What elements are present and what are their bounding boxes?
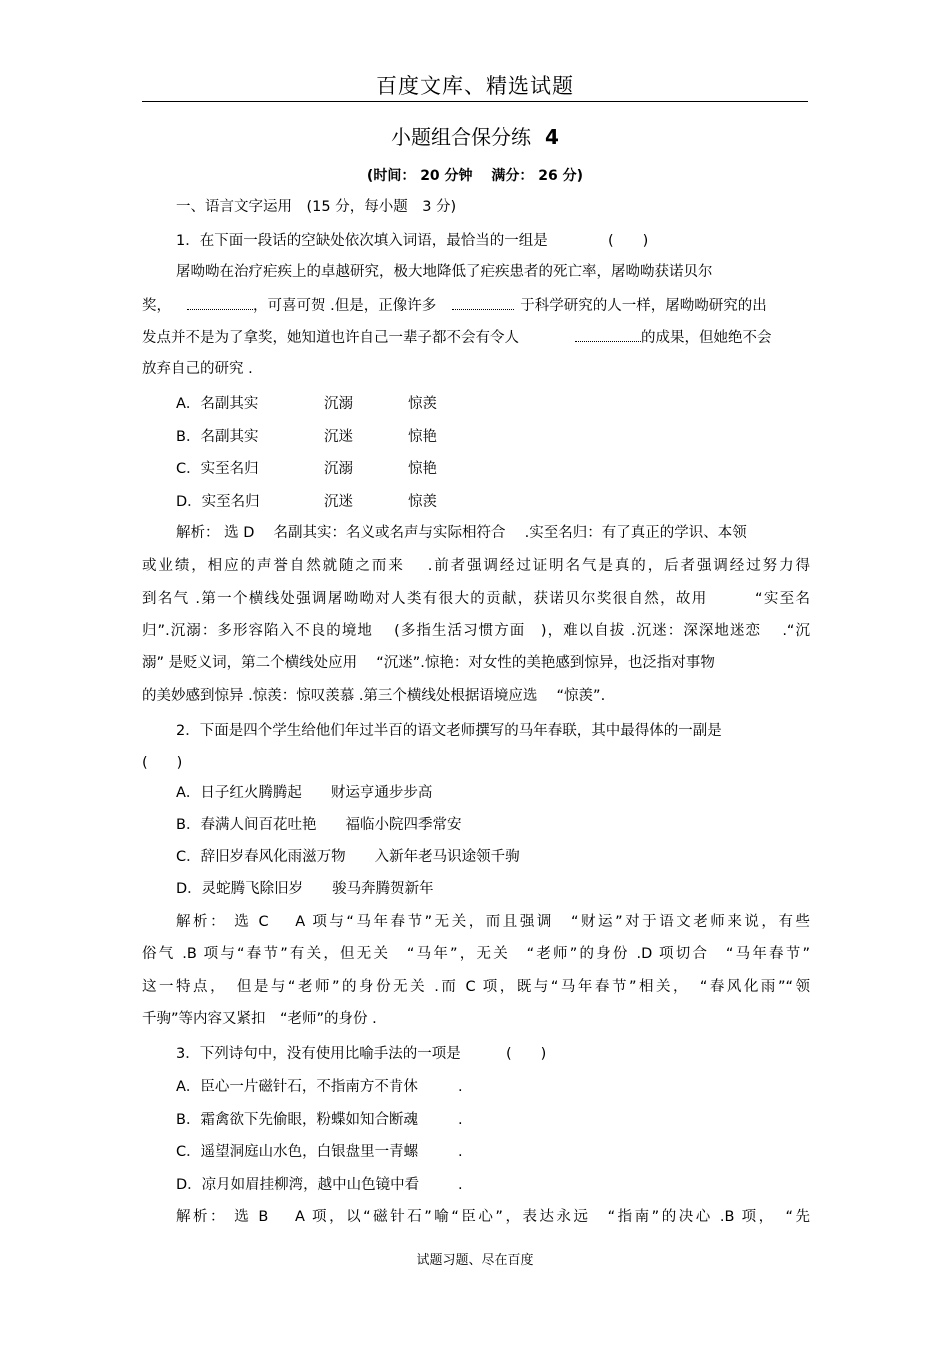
option-label: B．名副其实 bbox=[176, 429, 259, 445]
q3-option-b bbox=[176, 1110, 810, 1130]
doc-title bbox=[0, 121, 950, 150]
q3-stem bbox=[176, 1044, 810, 1064]
option-label: A．名副其实 bbox=[176, 396, 259, 412]
q1-text-segment: 发点并不是为了拿奖，她知道也许自己一辈子都不会有令人 bbox=[142, 330, 519, 346]
q3-option-d bbox=[176, 1175, 810, 1195]
footer-text: 试题习题、尽在百度 bbox=[416, 1253, 534, 1268]
q1-passage-line: 放弃自己的研究 . bbox=[142, 361, 253, 377]
q2-option-d: D．灵蛇腾飞除旧岁 骏马奔腾贺新年 bbox=[176, 881, 434, 897]
option-text: D．凉月如眉挂柳湾，越中山色镜中看 bbox=[176, 1177, 420, 1193]
q1-blank-3 bbox=[575, 327, 641, 342]
option-label: C．实至名归 bbox=[176, 461, 259, 477]
q1-analysis-line: 的美妙感到惊异 .惊羡：惊叹羡慕 .第三个横线处根据语境应选 “惊羡”. bbox=[142, 688, 606, 704]
q1-option-a-word2: 沉溺 bbox=[324, 396, 353, 412]
option-text: B．霜禽欲下先偷眼，粉蝶如知合断魂 bbox=[176, 1112, 418, 1128]
q1-option-a bbox=[176, 394, 258, 414]
q1-text-segment: 奖， bbox=[142, 298, 171, 314]
option-text: C．遥望洞庭山水色，白银盘里一青螺 bbox=[176, 1144, 419, 1160]
header-rule bbox=[142, 101, 808, 102]
q3-analysis-line: 解析： 选 B A 项，以“磁针石”喻“臣心”，表达永远 “指南”的决心 .B 项， “先 bbox=[176, 1209, 810, 1225]
q1-text-segment: ，可喜可贺 .但是，正像许多 bbox=[253, 298, 437, 314]
q2-stem: 2．下面是四个学生给他们年过半百的语文老师撰写的马年春联，其中最得体的一副是 bbox=[176, 723, 722, 739]
q2-option-c: C．辞旧岁春风化雨滋万物 入新年老马识途领千驹 bbox=[176, 849, 520, 865]
doc-meta: (时间： 20 分钟 满分： 26 分) bbox=[366, 168, 584, 184]
option-text: A．臣心一片磁针石，不指南方不肯休 bbox=[176, 1079, 418, 1095]
q1-passage-line: 屠呦呦在治疗疟疾上的卓越研究，极大地降低了疟疾患者的死亡率，屠呦呦获诺贝尔 bbox=[176, 264, 713, 280]
doc-title-number: 4 bbox=[545, 125, 559, 149]
q1-passage-line bbox=[142, 295, 810, 316]
option-label: D．实至名归 bbox=[176, 494, 260, 510]
q1-stem bbox=[176, 231, 810, 251]
header-title: 百度文库、精选试题 bbox=[376, 74, 574, 98]
q1-option-a-word3: 惊羡 bbox=[408, 396, 437, 412]
q1-stem-text: 1．在下面一段话的空缺处依次填入词语，最恰当的一组是 bbox=[176, 233, 548, 249]
q1-option-d-word3: 惊羡 bbox=[408, 494, 437, 510]
q2-option-a: A．日子红火腾腾起 财运亨通步步高 bbox=[176, 785, 433, 801]
q2-analysis-line: 这一特点， 但是与“老师”的身份无关 .而 C 项，既与“马年春节”相关， “春风化雨”“领 bbox=[142, 979, 810, 995]
q1-analysis-line: 解析： 选 D 名副其实：名义或名声与实际相符合 .实至名归：有了真正的学识、本领 bbox=[176, 525, 747, 541]
q1-option-d bbox=[176, 492, 260, 512]
q1-passage-line bbox=[142, 327, 810, 348]
q2-option-b: B．春满人间百花吐艳 福临小院四季常安 bbox=[176, 817, 462, 833]
q2-analysis-line: 千驹”等内容又紧扣 “老师”的身份 . bbox=[142, 1011, 377, 1027]
q2-analysis-line: 俗气 .B 项与“春节”有关，但无关 “马年”，无关 “老师”的身份 .D 项切合 “马年春节” bbox=[142, 946, 810, 962]
q2-analysis-line: 解析： 选 C A 项与“马年春节”无关，而且强调 “财运”对于语文老师来说，有些 bbox=[176, 914, 810, 930]
q1-blank-1 bbox=[187, 295, 253, 310]
option-dot: . bbox=[458, 1112, 463, 1128]
q1-option-b-word2: 沉迷 bbox=[324, 429, 353, 445]
q1-option-c bbox=[176, 459, 259, 479]
q1-option-d-word2: 沉迷 bbox=[324, 494, 353, 510]
q1-analysis-line: 到名气 .第一个横线处强调屠呦呦对人类有很大的贡献，获诺贝尔奖很自然，故用 “实至名 bbox=[142, 591, 810, 607]
q1-option-c-word2: 沉溺 bbox=[324, 461, 353, 477]
q1-option-c-word3: 惊艳 bbox=[408, 461, 437, 477]
section-heading: 一、语言文字运用 (15 分，每小题 3 分) bbox=[176, 199, 457, 215]
q1-option-b bbox=[176, 427, 258, 447]
q3-stem-text: 3．下列诗句中，没有使用比喻手法的一项是 bbox=[176, 1046, 461, 1062]
q3-option-a bbox=[176, 1077, 810, 1097]
q1-blank-2 bbox=[452, 295, 514, 310]
option-dot: . bbox=[458, 1144, 463, 1160]
q1-analysis-line: 归”.沉溺：多形容陷入不良的境地 (多指生活习惯方面 )，难以自拔 .沉迷：深深地迷恋 .“沉 bbox=[142, 623, 810, 639]
q1-analysis-line: 或业绩，相应的声誉自然就随之而来 .前者强调经过证明名气是真的，后者强调经过努力得 bbox=[142, 558, 810, 574]
doc-title-text: 小题组合保分练 bbox=[391, 125, 532, 149]
q1-text-segment: 于科学研究的人一样，屠呦呦研究的出 bbox=[520, 298, 767, 314]
q2-answer-bracket: ( ) bbox=[142, 755, 183, 771]
q3-answer-bracket: ( ) bbox=[506, 1046, 547, 1062]
q1-text-segment: 的成果，但她绝不会 bbox=[641, 330, 772, 346]
q1-answer-bracket: ( ) bbox=[608, 233, 649, 249]
q1-option-b-word3: 惊艳 bbox=[408, 429, 437, 445]
q1-analysis-line: 溺” 是贬义词，第二个横线处应用 “沉迷”.惊艳：对女性的美艳感到惊异，也泛指对事物 bbox=[142, 655, 715, 671]
option-dot: . bbox=[458, 1177, 463, 1193]
q3-option-c bbox=[176, 1142, 810, 1162]
option-dot: . bbox=[458, 1079, 463, 1095]
